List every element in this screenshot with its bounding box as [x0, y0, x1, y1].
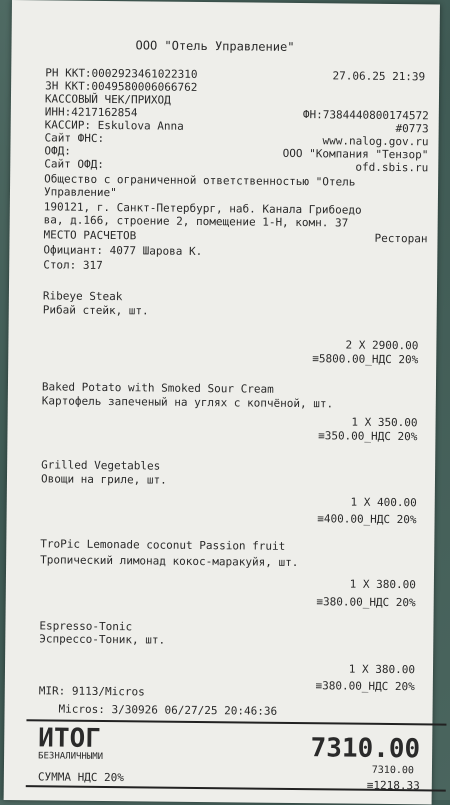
- address-line-2: ва, д.166, строение 2, помещение 1-Н, комн. 37: [43, 213, 349, 230]
- micros-line: Micros: 3/30926 06/27/25 20:46:36: [58, 702, 278, 718]
- item-3-sum: ≡400.00_НДС 20%: [317, 512, 417, 527]
- waiter: Официант: 4077 Шарова К.: [43, 243, 203, 259]
- legal-name-line-1: Общество с ограниченной ответственностью "Отель: [44, 172, 356, 189]
- item-5-qty: 1 X 380.00: [348, 662, 416, 677]
- place-value: Ресторан: [374, 231, 428, 246]
- cashier: КАССИР: Eskulova Anna: [44, 118, 184, 133]
- item-1-qty: 2 X 2900.00: [345, 338, 419, 353]
- receipt-type: КАССОВЫЙ ЧЕК/ПРИХОД: [44, 92, 171, 107]
- item-1-ru: Рибай стейк, шт.: [42, 303, 149, 318]
- ofd-site-label: Сайт ОФД:: [44, 157, 104, 171]
- cashier-number: #0773: [395, 122, 429, 136]
- org-name: ООО "Отель Управление": [135, 38, 295, 54]
- item-2-qty: 1 X 350.00: [351, 415, 418, 430]
- ofd-company: ООО "Компания "Тензор": [282, 146, 429, 162]
- item-2-sum: ≡350.00_НДС 20%: [318, 429, 418, 444]
- ofd-label: ОФД:: [44, 144, 71, 158]
- item-3-qty: 1 X 400.00: [350, 495, 417, 510]
- fns-site: www.nalog.gov.ru: [322, 134, 429, 149]
- item-3-ru: Овощи на гриле, шт.: [40, 472, 167, 487]
- item-4-ru: Тропический лимонад кокос-маракуйя, шт.: [40, 553, 299, 570]
- cashless-label: БЕЗНАЛИЧНЫМИ: [38, 751, 104, 762]
- vat-label: СУММА НДС 20%: [37, 770, 125, 785]
- item-3-en: Grilled Vegetables: [41, 458, 161, 473]
- item-1-sum: ≡5800.00_НДС 20%: [312, 352, 419, 367]
- item-5-ru: Эспрессо-Тоник, шт.: [39, 632, 166, 647]
- rn-kkt: РН ККТ:0002923461022310: [45, 66, 198, 81]
- total-value: 7310.00: [310, 733, 421, 765]
- item-2-ru: Картофель запеченый на углях с копчёной, шт.: [41, 394, 334, 411]
- receipt-datetime: 27.06.25 21:39: [332, 69, 426, 84]
- item-5-sum: ≡380.00_НДС 20%: [315, 679, 415, 694]
- vat-value: ≡1218.33: [366, 778, 420, 793]
- receipt: [4, 0, 440, 804]
- item-4-en: TroPic Lemonade coconut Passion fruit: [40, 537, 286, 553]
- item-1-en: Ribeye Steak: [42, 289, 123, 304]
- receipt-body: [37, 0, 444, 793]
- zn-kkt: ЗН ККТ:0049580006066762: [45, 79, 198, 94]
- fn: ФН:7384440800174572: [302, 108, 429, 123]
- item-4-sum: ≡380.00_НДС 20%: [316, 595, 416, 610]
- ofd-site: ofd.sbis.ru: [355, 160, 429, 175]
- fns-site-label: Сайт ФНС:: [44, 131, 105, 145]
- inn: ИНН:4217162854: [44, 105, 138, 120]
- mir-line: MIR: 9113/Micros: [38, 684, 145, 699]
- legal-name-line-2: Управление": [43, 185, 117, 200]
- table-number: Стол: 317: [43, 258, 103, 272]
- cashless-value: 7310.00: [371, 764, 415, 777]
- address-line-1: 190121, г. Санкт-Петербург, наб. Канала Грибоедо: [43, 200, 362, 217]
- item-5-en: Espresso-Tonic: [39, 619, 133, 634]
- place-label: МЕСТО РАСЧЕТОВ: [43, 228, 137, 243]
- item-2-en: Baked Potato with Smoked Sour Cream: [41, 380, 274, 396]
- item-4-qty: 1 X 380.00: [349, 577, 416, 592]
- total-label: ИТОГ: [38, 723, 102, 754]
